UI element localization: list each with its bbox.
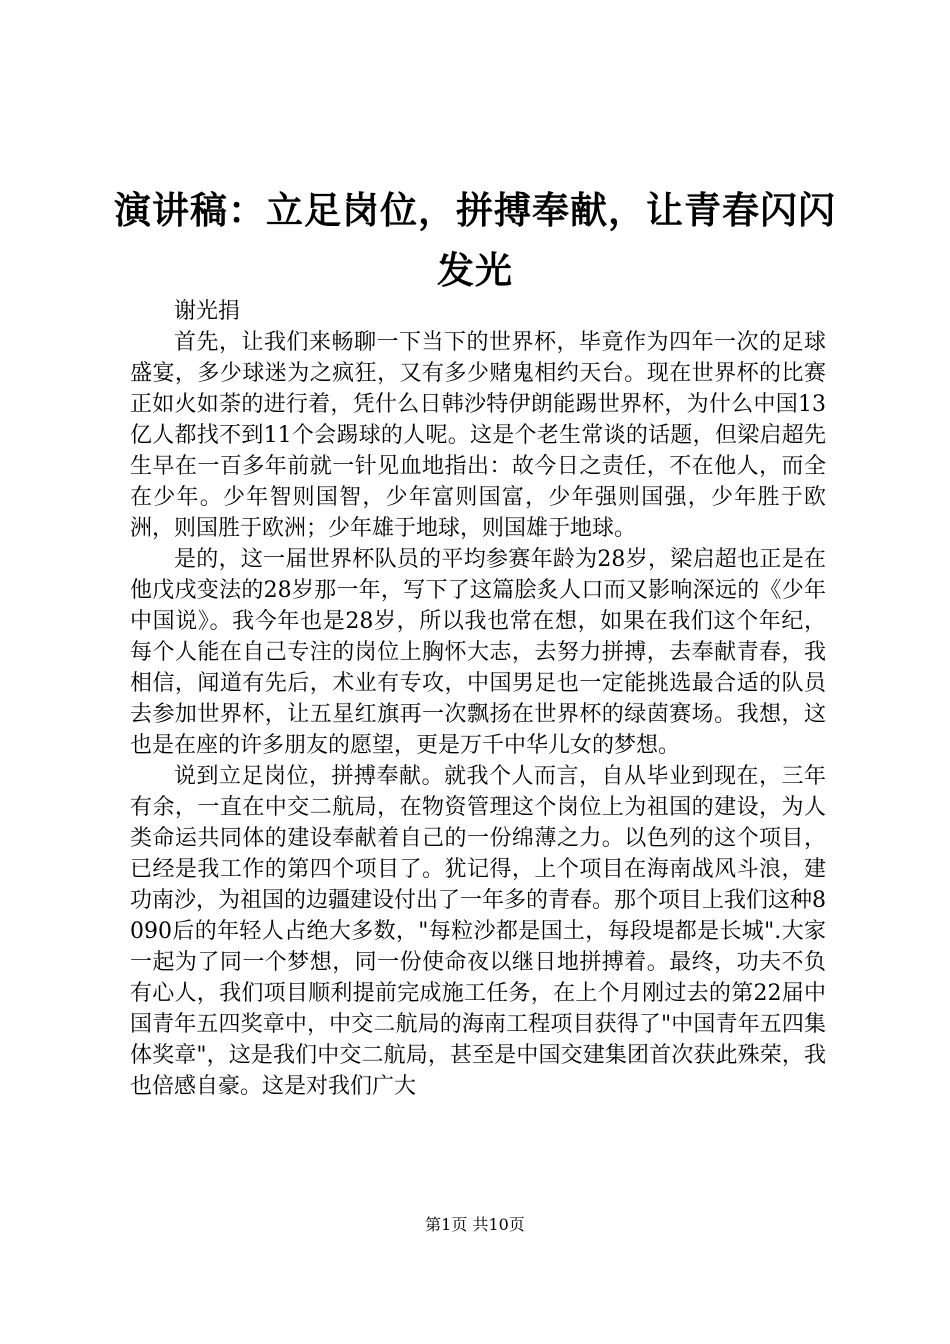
document-title: 演讲稿：立足岗位，拼搏奉献，让青春闪闪发光 [114, 188, 836, 292]
page-footer: 第1页 共10页 [425, 1215, 525, 1234]
paragraph-3: 说到立足岗位，拼搏奉献。就我个人而言，自从毕业到现在，三年有余，一直在中交二航局，在物资管理这个岗位上为祖国的建设，为人类命运共同体的建设奉献着自己的一份绵薄之力。以色列的这个项目，已经是我工作的第四个项目了。犹记得，上个项目在海南战风斗浪，建功南沙，为祖国的边疆建设付出了一年多的青春。那个项目上我们这种8090后的年轻人占绝大多数，"每粒沙都是国土，每段堤都是长城".大家一起为了同一个梦想，同一份使命夜以继日地拼搏着。最终，功夫不负有心人，我们项目顺利提前完成施工任务，在上个月刚过去的第22届中国青年五四奖章中，中交二航局的海南工程项目获得了"中国青年五四集体奖章"，这是我们中交二航局，甚至是中国交建集团首次获此殊荣，我也倍感自豪。这是对我们广大 [130, 764, 826, 1099]
paragraph-2: 是的，这一届世界杯队员的平均参赛年龄为28岁，梁启超也正是在他戊戌变法的28岁那一年，写下了这篇脍炙人口而又影响深远的《少年中国说》。我今年也是28岁，所以我也常在想，如果在我们这个年纪，每个人能在自己专注的岗位上胸怀大志，去努力拼搏，去奉献青春，我相信，闻道有先后，术业有专攻，中国男足也一定能挑选最合适的队员去参加世界杯，让五星红旗再一次飘扬在世界杯的绿茵赛场。我想，这也是在座的许多朋友的愿望，更是万千中华儿女的梦想。 [130, 547, 826, 758]
paragraph-1: 首先，让我们来畅聊一下当下的世界杯，毕竟作为四年一次的足球盛宴，多少球迷为之疯狂，又有多少赌鬼相约天台。现在世界杯的比赛正如火如荼的进行着，凭什么日韩沙特伊朗能踢世界杯，为什么中国13亿人都找不到11个会踢球的人呢。这是个老生常谈的话题，但梁启超先生早在一百多年前就一针见血地指出：故今日之责任，不在他人，而全在少年。少年智则国智，少年富则国富，少年强则国强，少年胜于欧洲，则国胜于欧洲；少年雄于地球，则国雄于地球。 [130, 330, 826, 541]
author-name: 谢光捐 [174, 299, 241, 324]
document-body [130, 296, 826, 1102]
